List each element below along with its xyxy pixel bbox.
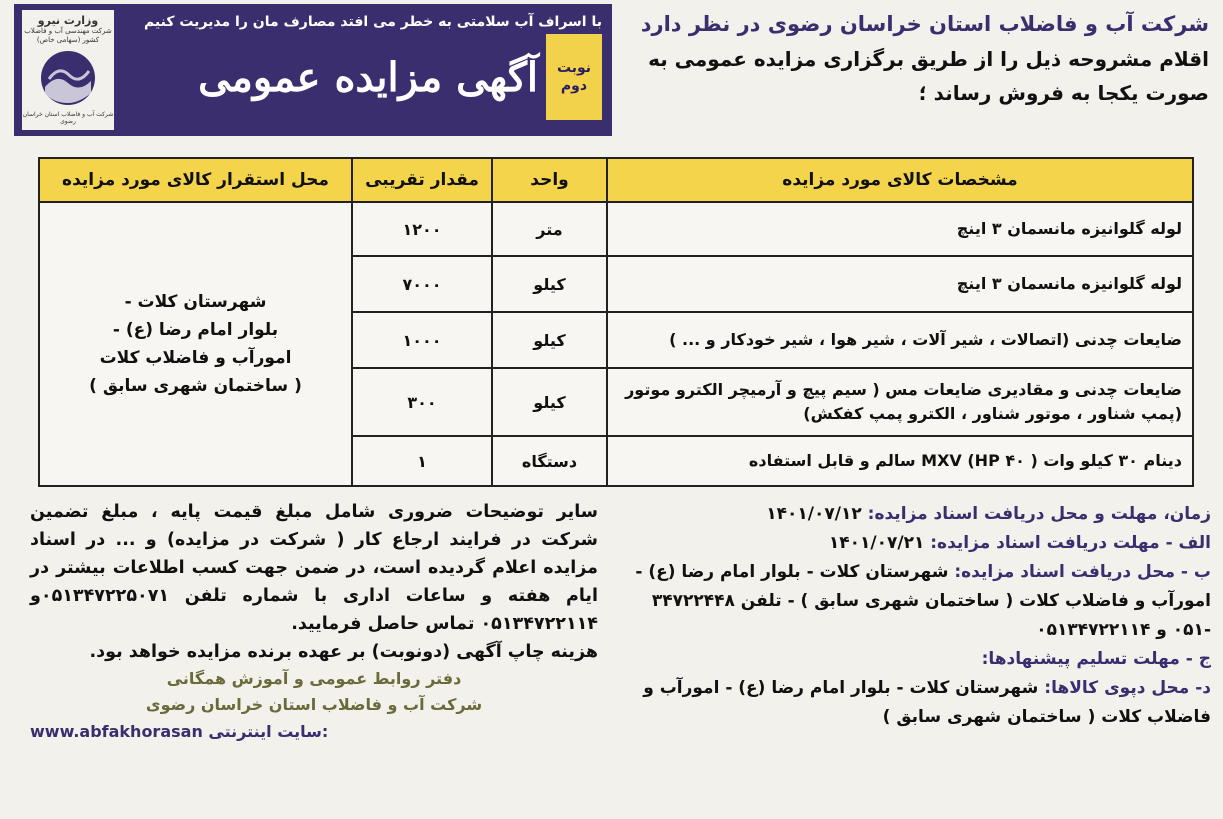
logo-company: شرکت مهندسی آب و فاضلاب کشور (سهامی خاص) xyxy=(24,27,112,44)
signature-company: شرکت آب و فاضلاب استان خراسان رضوی xyxy=(145,695,483,714)
row-unit: متر xyxy=(492,202,607,256)
row-quantity: ۷۰۰۰ xyxy=(352,256,492,312)
website-line xyxy=(30,718,598,746)
bids-deadline-label: ج - مهلت تسلیم پیشنهادها: xyxy=(981,649,1211,669)
company-logo xyxy=(22,10,114,130)
signature-office: دفتر روابط عمومی و آموزش همگانی xyxy=(166,669,462,688)
header-description: مشخصات کالای مورد مزایده xyxy=(607,158,1193,202)
location-line: بلوار امام رضا (ع) - xyxy=(112,320,279,340)
row-unit: کیلو xyxy=(492,368,607,436)
row-description: دینام ۳۰ کیلو وات MXV (HP ۴۰ ) سالم و قابل استفاده xyxy=(607,436,1193,486)
water-drop-icon xyxy=(39,49,97,107)
row-quantity: ۱ xyxy=(352,436,492,486)
items-table xyxy=(38,157,1194,487)
logo-ministry: وزارت نیرو xyxy=(37,14,99,27)
header-quantity: مقدار تقریبی xyxy=(352,158,492,202)
row-unit: کیلو xyxy=(492,312,607,368)
intro-line-1: شرکت آب و فاضلاب استان خراسان رضوی در نظر دارد xyxy=(640,12,1209,36)
logo-caption: شرکت آب و فاضلاب استان خراسان رضوی xyxy=(22,111,114,125)
additional-notes xyxy=(30,498,598,746)
documents-place-label: ب - محل دریافت اسناد مزایده: xyxy=(954,562,1211,582)
row-quantity: ۳۰۰ xyxy=(352,368,492,436)
header-unit: واحد xyxy=(492,158,607,202)
table-row xyxy=(39,202,1193,256)
website-url: www.abfakhorasan xyxy=(30,722,203,741)
depot-place xyxy=(613,674,1211,732)
turn-badge: نوبت دوم xyxy=(546,34,602,120)
row-description: لوله گلوانیزه مانسمان ۳ اینچ xyxy=(607,202,1193,256)
location-line: ( ساختمان شهری سابق ) xyxy=(89,376,302,396)
header-banner xyxy=(14,4,612,136)
depot-place-label: د- محل دپوی کالاها: xyxy=(1044,678,1211,698)
row-unit: کیلو xyxy=(492,256,607,312)
auction-details xyxy=(613,500,1211,732)
time-value: ۱۴۰۱/۰۷/۱۲ xyxy=(766,504,862,524)
deadline-value: ۱۴۰۱/۰۷/۲۱ xyxy=(828,533,925,553)
intro-text xyxy=(619,12,1209,110)
website-label: سایت اینترنتی: xyxy=(208,722,329,741)
bids-deadline xyxy=(613,645,1211,674)
row-unit: دستگاه xyxy=(492,436,607,486)
depot-place-value: شهرستان کلات - بلوار امام رضا (ع) - امورآب و فاضلاب کلات ( ساختمان شهری سابق ) xyxy=(643,678,1211,727)
table-header-row xyxy=(39,158,1193,202)
documents-place-value: شهرستان کلات - بلوار امام رضا (ع) - امورآب و فاضلاب کلات ( ساختمان شهری سابق ) - تلفن ۳۴۷۲۲۴۴۸ -۰۵۱ و ۰۵۱۳۴۷۲۲۱۱۴ xyxy=(635,562,1211,640)
time-line xyxy=(613,500,1211,529)
row-description: لوله گلوانیزه مانسمان ۳ اینچ xyxy=(607,256,1193,312)
intro-line-2: اقلام مشروحه ذیل را از طریق برگزاری مزایده عمومی به صورت یکجا به فروش رساند ؛ xyxy=(648,47,1209,105)
documents-place xyxy=(613,558,1211,645)
row-description: ضایعات چدنی (اتصالات ، شیر آلات ، شیر هوا ، شیر خودکار و ... ) xyxy=(607,312,1193,368)
time-label: زمان، مهلت و محل دریافت اسناد مزایده: xyxy=(867,504,1211,524)
notes-text: سایر توضیحات ضروری شامل مبلغ قیمت پایه ، مبلغ تضمین شرکت در فرایند ارجاع کار ( شرکت در مزایده) و ... در اسناد مزایده اعلام گردیده است، در ضمن جهت کسب اطلاعات بیشتر در ایام هفته و ساعات اداری با شماره تلفن ۰۵۱۳۴۷۲۲۵۰۷۱و ۰۵۱۳۴۷۲۲۱۱۴ تماس حاصل فرمایید. xyxy=(30,502,598,634)
location-line: شهرستان کلات - xyxy=(124,292,267,312)
header-location: محل استقرار کالای مورد مزایده xyxy=(39,158,352,202)
banner-tagline: با اسراف آب سلامتی به خطر می افتد مصارف مان را مدیریت کنیم xyxy=(143,14,602,30)
row-quantity: ۱۰۰۰ xyxy=(352,312,492,368)
location-line: امورآب و فاضلاب کلات xyxy=(99,348,292,368)
row-quantity: ۱۲۰۰ xyxy=(352,202,492,256)
deadline-line xyxy=(613,529,1211,558)
ad-cost-note: هزینه چاپ آگهی (دونوبت) بر عهده برنده مزایده خواهد بود. xyxy=(89,642,598,662)
location-cell xyxy=(39,202,352,486)
row-description: ضایعات چدنی و مقادیری ضایعات مس ( سیم پیچ و آرمیچر الکترو موتور (پمپ شناور ، موتور شناور ، الکترو پمپ کفکش) xyxy=(607,368,1193,436)
deadline-label: الف - مهلت دریافت اسناد مزایده: xyxy=(930,533,1211,553)
notice-title: آگهی مزایده عمومی xyxy=(198,54,538,101)
